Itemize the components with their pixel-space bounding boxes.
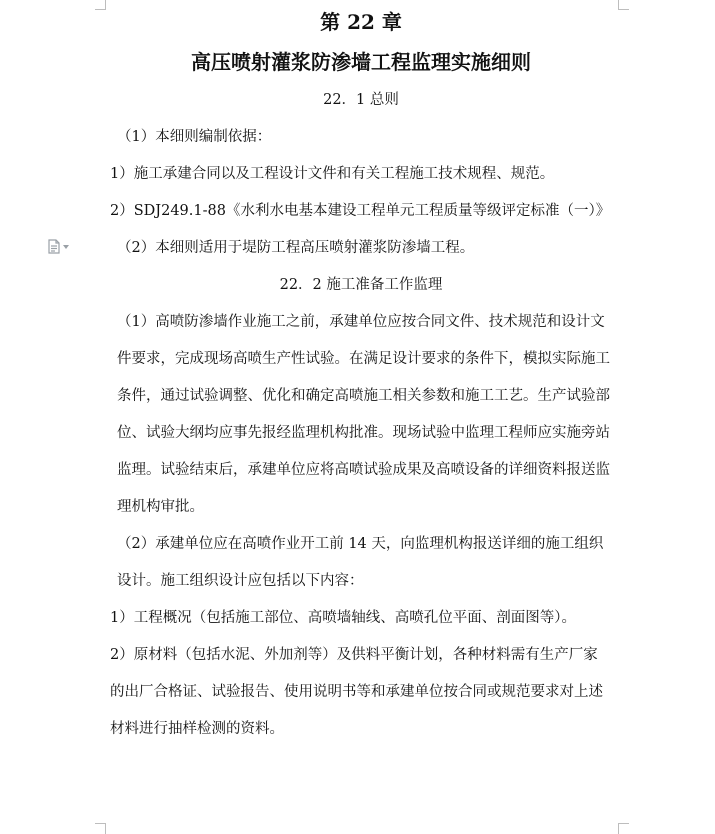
chapter-heading: 第 22 章: [320, 10, 402, 34]
crop-mark-top-right: [618, 0, 629, 10]
document-page: [110, 0, 612, 748]
paragraph: 1）施工承建合同以及工程设计文件和有关工程施工技术规程、规范。: [110, 166, 555, 182]
section-heading: 22．2 施工准备工作监理: [279, 277, 443, 293]
paragraph: 1）工程概况（包括施工部位、高喷墙轴线、高喷孔位平面、剖面图等）。: [110, 610, 576, 626]
paragraph: （2）本细则适用于堤防工程高压喷射灌浆防渗墙工程。: [117, 240, 475, 256]
chevron-down-icon: [63, 245, 69, 249]
paragraph: （2）承建单位应在高喷作业开工前 14 天，向监理机构报送详细的施工组织设计。施工组织设计应包括以下内容：: [117, 536, 604, 589]
paragraph: （1）本细则编制依据：: [117, 129, 272, 145]
crop-mark-bottom-right: [618, 823, 629, 834]
paragraph: 2）SDJ249.1-88《水利水电基本建设工程单元工程质量等级评定标准（一）》: [110, 203, 611, 219]
crop-mark-top-left: [95, 0, 106, 10]
document-menu-icon: [48, 239, 60, 254]
crop-mark-bottom-left: [95, 823, 106, 834]
paragraph: 2）原材料（包括水泥、外加剂等）及供料平衡计划，各种材料需有生产厂家的出厂合格证、试验报告、使用说明书等和承建单位按合同或规范要求对上述材料进行抽样检测的资料。: [110, 647, 603, 737]
paragraph: （1）高喷防渗墙作业施工之前，承建单位应按合同文件、技术规范和设计文件要求，完成现场高喷生产性试验。在满足设计要求的条件下，模拟实际施工条件，通过试验调整、优化和确定高喷施工相关参数和施工工艺。生产试验部位、试验大纲均应事先报经监理机构批准。现场试验中监理工程师应实施旁站监理。试验结束后，承建单位应将高喷试验成果及高喷设备的详细资料报送监理机构审批。: [117, 314, 610, 515]
document-menu-button[interactable]: [48, 239, 69, 254]
document-title: 高压喷射灌浆防渗墙工程监理实施细则: [191, 50, 531, 74]
section-heading: 22．1 总则: [323, 92, 399, 108]
